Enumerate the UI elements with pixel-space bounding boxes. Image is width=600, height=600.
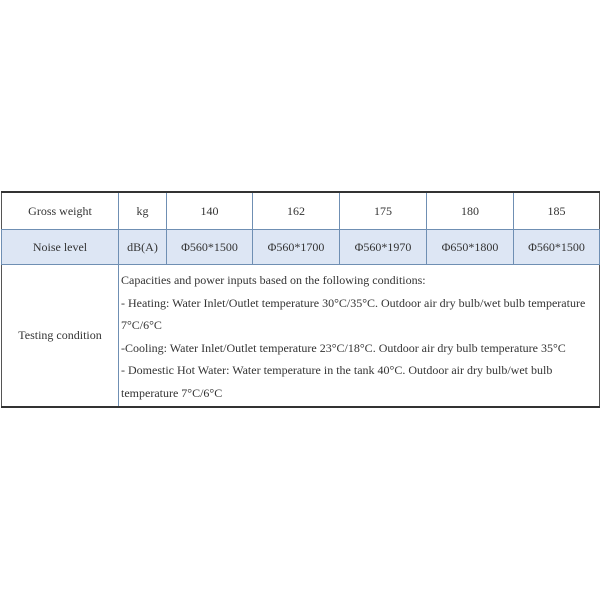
gross-weight-value: 162 [253, 192, 340, 230]
testing-condition-line: temperature 7°C/6°C [121, 385, 223, 400]
spec-table [1, 191, 600, 408]
testing-condition-line: - Heating: Water Inlet/Outlet temperature 30°C/35°C. Outdoor air dry bulb/wet bulb temperature [121, 295, 586, 310]
gross-weight-value: 175 [340, 192, 427, 230]
gross-weight-row [2, 192, 600, 230]
noise-level-value: Φ560*1500 [167, 230, 253, 265]
gross-weight-value: 180 [427, 192, 514, 230]
noise-level-value: Φ560*1700 [253, 230, 340, 265]
testing-condition-line: Capacities and power inputs based on the following conditions: [121, 273, 426, 287]
noise-level-label: Noise level [2, 230, 119, 265]
noise-level-unit: dB(A) [119, 230, 167, 265]
noise-level-value: Φ560*1500 [514, 230, 600, 265]
testing-condition-text [119, 265, 600, 408]
testing-condition-line: - Domestic Hot Water: Water temperature in the tank 40°C. Outdoor air dry bulb/wet bulb [121, 363, 553, 378]
gross-weight-value: 140 [167, 192, 253, 230]
noise-level-row [2, 230, 600, 265]
testing-condition-row [2, 265, 600, 408]
testing-condition-line: -Cooling: Water Inlet/Outlet temperature 23°C/18°C. Outdoor air dry bulb temperature 35°C [121, 340, 566, 355]
testing-condition-label: Testing condition [2, 265, 119, 408]
noise-level-value: Φ560*1970 [340, 230, 427, 265]
noise-level-value: Φ650*1800 [427, 230, 514, 265]
gross-weight-unit: kg [119, 192, 167, 230]
gross-weight-label: Gross weight [2, 192, 119, 230]
gross-weight-value: 185 [514, 192, 600, 230]
testing-condition-line: 7°C/6°C [121, 318, 162, 333]
